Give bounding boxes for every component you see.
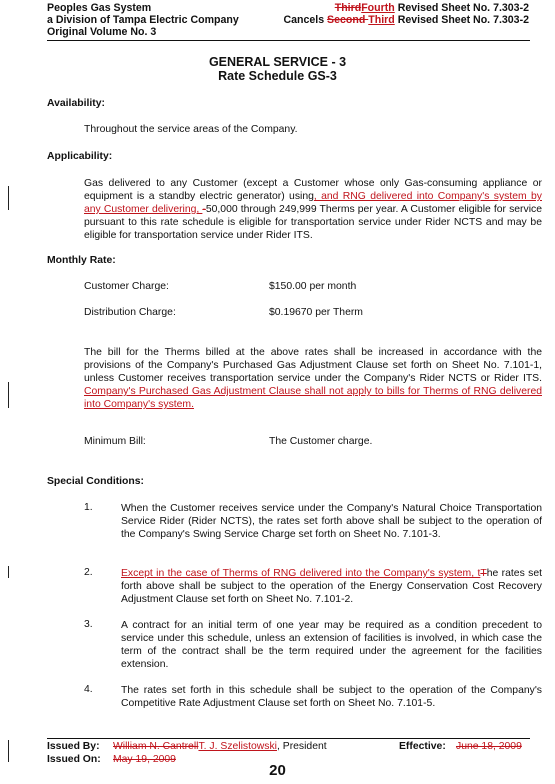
cancels-suffix: Revised Sheet No. 7.303-2 [394, 14, 529, 26]
condition-text [121, 567, 542, 606]
special-conditions-heading: Special Conditions: [47, 476, 144, 487]
company-name: Peoples Gas System [47, 2, 152, 14]
sheet-suffix: Revised Sheet No. 7.303-2 [394, 2, 529, 14]
condition-number: 2. [84, 567, 93, 578]
cancels-sheet [283, 14, 529, 26]
minimum-bill-value: The Customer charge. [269, 436, 373, 447]
condition-number: 3. [84, 619, 93, 630]
division-name: a Division of Tampa Electric Company [47, 14, 239, 26]
volume-number: Original Volume No. 3 [47, 26, 157, 38]
sheet-number [283, 2, 529, 14]
issued-by-new: T. J. Szelistowski [198, 741, 277, 752]
condition-text: A contract for an initial term of one year may be required as a condition precedent to service under this schedule, unless an extension of facilities is involved, in which case the term of the contract shall be the term required under the agreement for the facilities extension. [121, 620, 542, 670]
applicability-inserted: , and RNG delivered into Company's system by any Customer delivering, [84, 191, 542, 215]
condition-2-text: he rates set forth above shall be subject to the operation of the Energy Conservation Cost Recovery Adjustment Clause set forth on Sheet No. 7.101-2. [121, 568, 543, 605]
document-title [0, 55, 555, 83]
condition-text: The rates set forth in this schedule shall be subject to the operation of the Company's Competitive Rate Adjustment Clause set forth on Sheet No. 7.101-5. [121, 685, 542, 709]
condition-number: 1. [84, 502, 93, 513]
effective-old: June 18, 2009 [456, 741, 522, 752]
customer-charge-value: $150.00 per month [269, 281, 357, 292]
change-bar [8, 566, 9, 578]
bill-text [84, 346, 542, 411]
cancels-old: Second [327, 14, 369, 26]
condition-text: When the Customer receives service under the Company's Natural Choice Transportation Service Rider (Rider NCTS), the rates set forth above shall be subject to the operation of the Company's Swing Service Charge set forth on Sheet No. 7.101-3. [121, 503, 542, 540]
effective-line [399, 741, 522, 752]
title-line-2: Rate Schedule GS-3 [218, 69, 337, 83]
cancels-prefix: Cancels [283, 14, 328, 26]
title-line-1: GENERAL SERVICE - 3 [208, 55, 347, 69]
applicability-text-b: 50,000 through 249,999 Therms per year. A Customer eligible for service pursuant to this rate schedule is eligible for transportation service under Rider NCTS and may be eligible for transportation service under Rider ITS. [84, 204, 542, 241]
issued-by-line [47, 741, 327, 752]
applicability-heading: Applicability: [47, 151, 113, 162]
footer-rule [47, 738, 530, 739]
condition-2-inserted: Except in the case of Therms of RNG delivered into the Company's system, t [121, 568, 481, 579]
applicability-text-a: Gas delivered to any Customer (except a Customer whose only Gas-consuming appliance or equipment is a standby electric generator) using [84, 178, 542, 202]
applicability-text [84, 177, 542, 242]
distribution-charge-label: Distribution Charge: [84, 307, 176, 318]
issued-by-suffix: , President [276, 741, 327, 752]
bill-text-inserted: Company's Purchased Gas Adjustment Clause shall not apply to bills for Therms of RNG delivered into Company's system. [84, 386, 542, 410]
effective-label: Effective: [399, 741, 446, 752]
header-rule [47, 40, 530, 41]
applicability-deleted: - [202, 204, 206, 215]
issued-by-old: William N. Cantrell [113, 741, 199, 752]
condition-2-deleted: T [480, 568, 487, 579]
sheet-new: Fourth [361, 2, 395, 14]
header-left [47, 2, 239, 38]
availability-text: Throughout the service areas of the Company. [84, 124, 298, 135]
bill-text-main: The bill for the Therms billed at the above rates shall be increased in accordance with the provisions of the Company's Purchased Gas Adjustment Clause set forth on Sheet No. 7.101-1, unless Customer receives transportation service under the Company's Rider NCTS or Rider ITS. [84, 347, 542, 384]
issued-by-label: Issued By: [47, 741, 100, 752]
cancels-new: Third [368, 14, 395, 26]
availability-heading: Availability: [47, 98, 105, 109]
monthly-rate-heading: Monthly Rate: [47, 255, 116, 266]
minimum-bill-label: Minimum Bill: [84, 436, 146, 447]
change-bar [8, 382, 9, 408]
page-number: 20 [269, 762, 286, 779]
customer-charge-label: Customer Charge: [84, 281, 169, 292]
issued-on-label: Issued On: [47, 754, 101, 765]
sheet-old: Third [334, 2, 362, 14]
change-bar [8, 186, 9, 210]
change-bar [8, 740, 9, 762]
distribution-charge-value: $0.19670 per Therm [269, 307, 363, 318]
issued-on-old: May 19, 2009 [113, 754, 176, 765]
condition-number: 4. [84, 684, 93, 695]
header-right [283, 2, 529, 26]
